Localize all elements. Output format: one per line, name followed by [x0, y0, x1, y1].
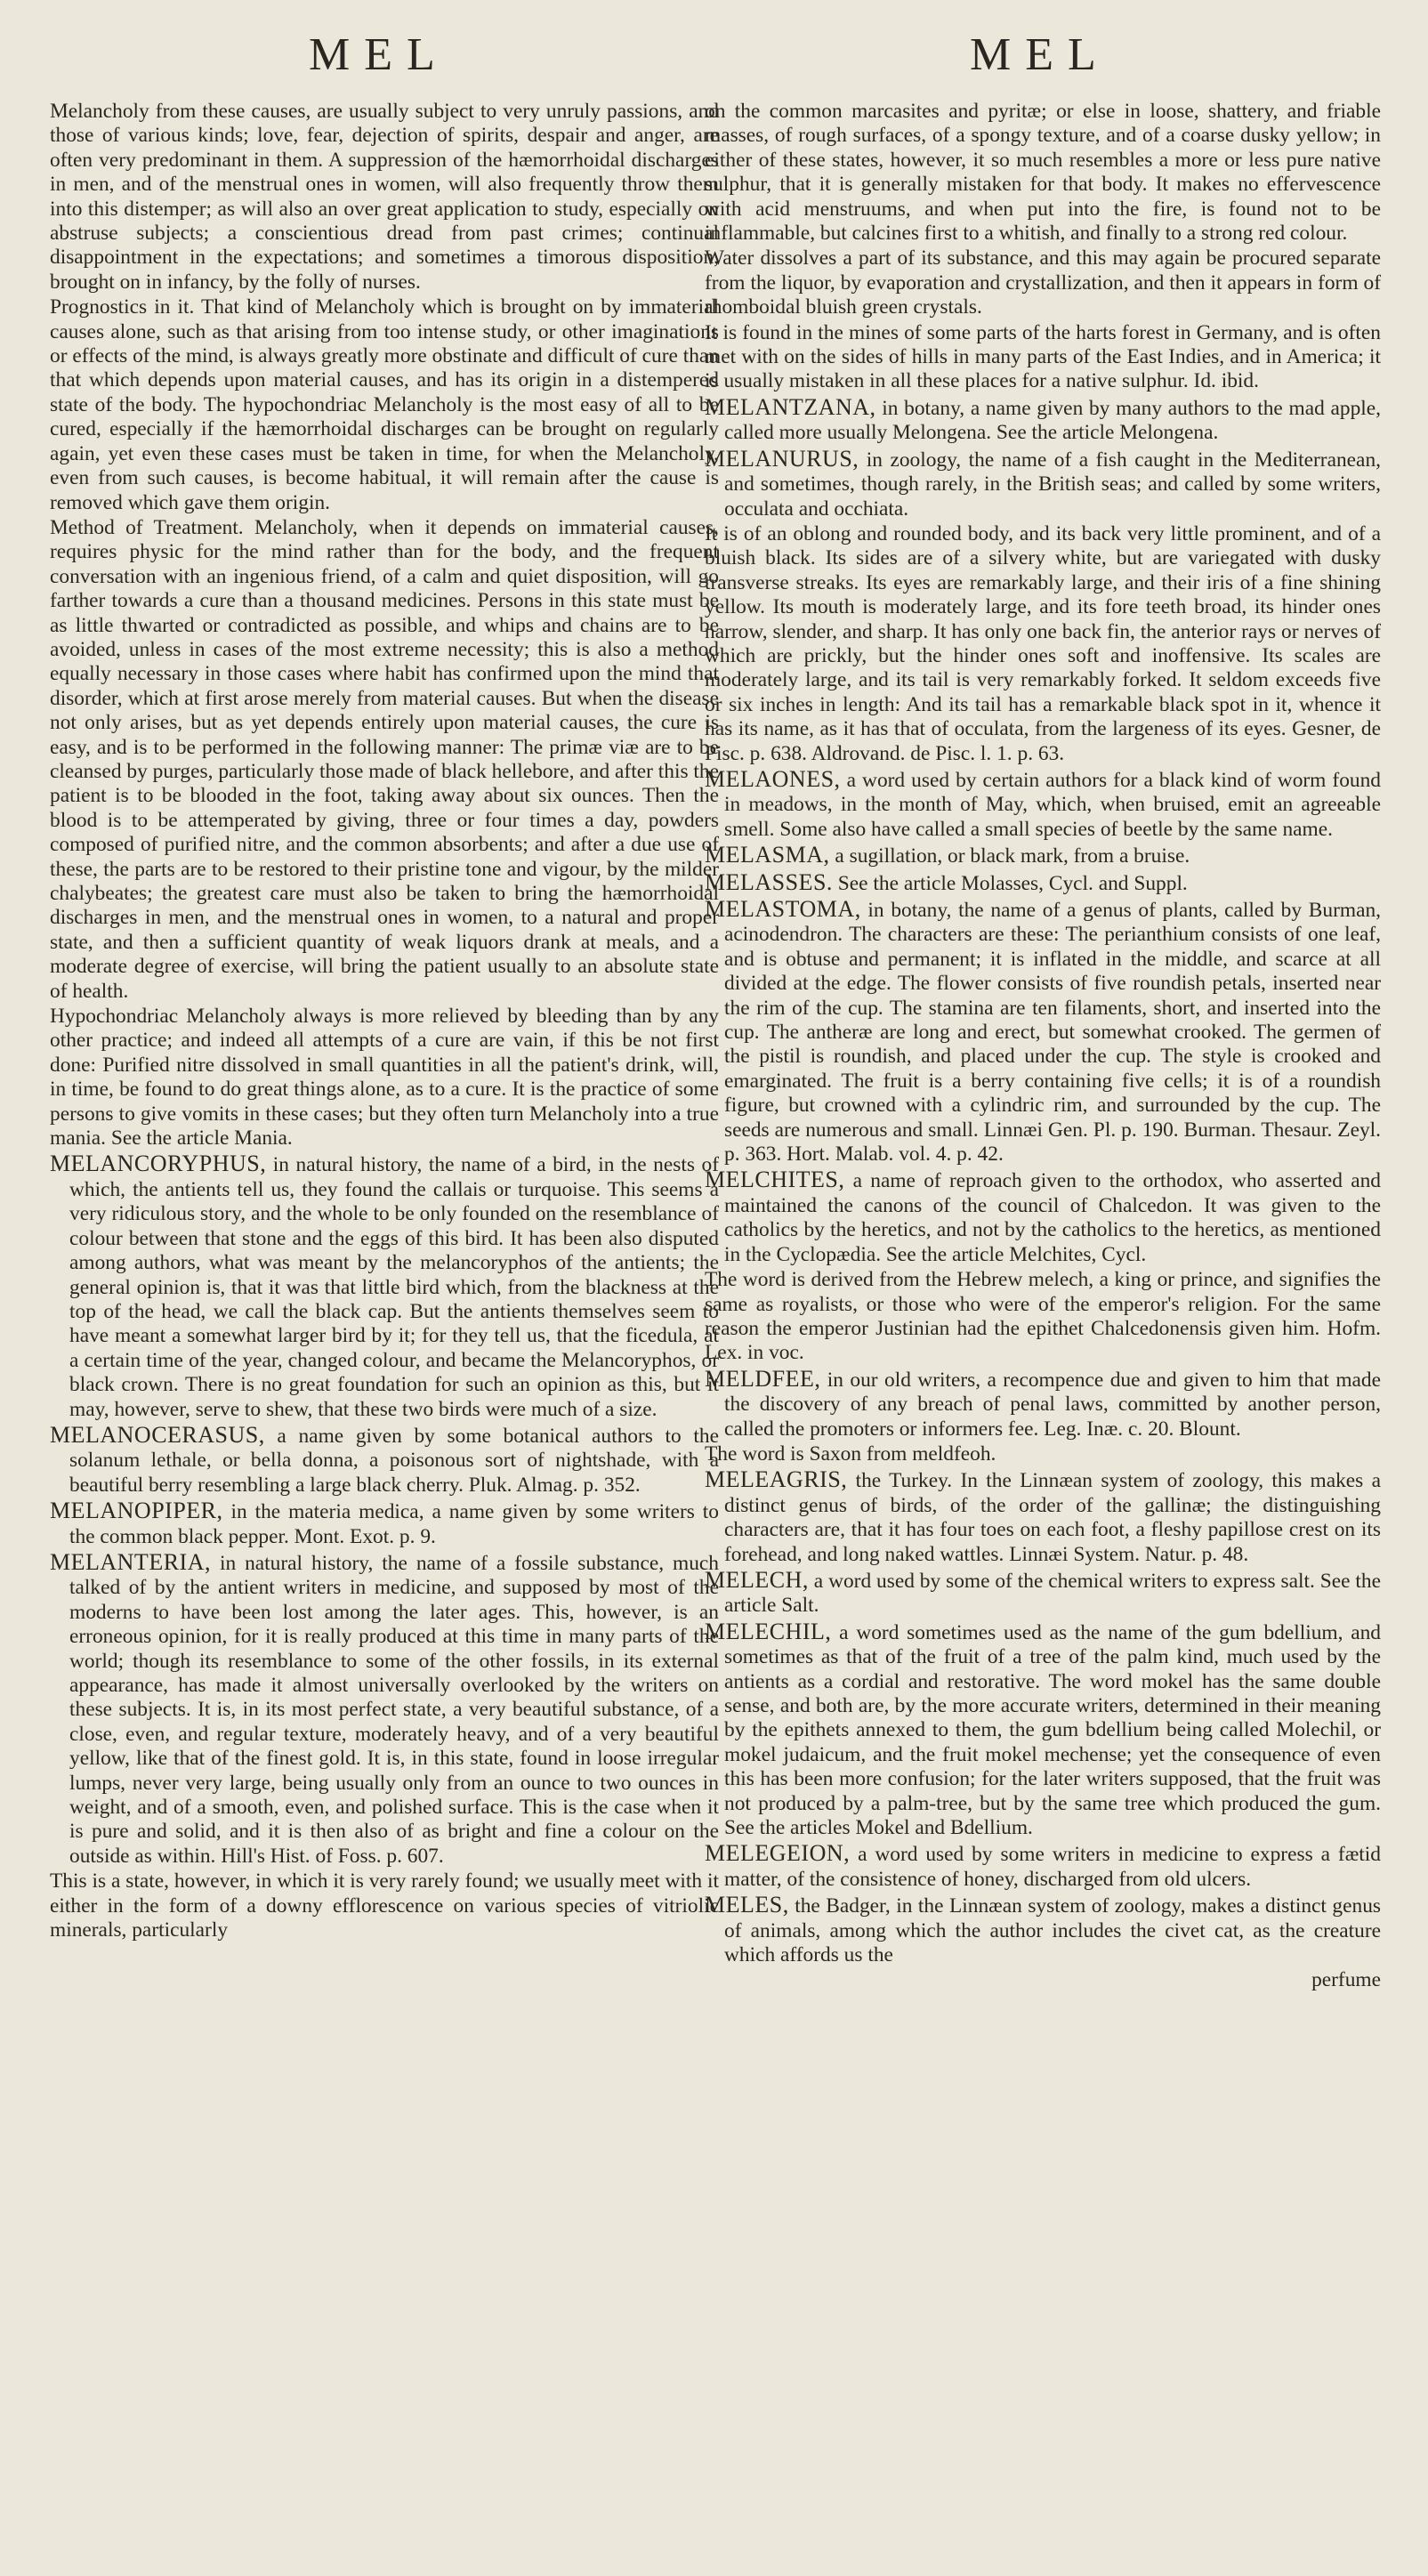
dictionary-entry	[705, 1167, 1381, 1267]
entry-text: in natural history, the name of a bird, in the nests of which, the antients tell us, they found the callais or turquoise. This seems a very ridiculous story, and the whole to be only founded on the resemblance of colour between that stone and the eggs of this bird. It has been also disputed among authors, what was meant by the melancoryphos of the antients; the general opinion is, that it was that little bird which, from the blackness at the top of the head, we call the black cap. But the antients themselves seem to have meant a somewhat larger bird by it; for they tell us, that the ficedula, at a certain time of the year, changed colour, and became the Melancoryphos, or black crown. There is no great foundation for such an opinion as this, but it may, however, serve to shew, that these two birds were much of a size.	[69, 1153, 719, 1421]
entry-text: a word sometimes used as the name of the gum bdellium, and sometimes as that of the fruit of a tree of the palm kind, much used by the antients as a cordial and restorative. The word mokel has the same double sense, and both are, by the more accurate writers, determined in their meaning by the epithets annexed to them, the gum bdellium being called Molechil, or mokel judaicum, and the fruit mokel mechense; yet the consequence of even this has been more confusion; for the later writers supposed, that the fruit was not produced by a palm-tree, but by the same tree which produced the gum. See the articles Mokel and Bdellium.	[724, 1620, 1381, 1840]
entry-headword: MELES,	[705, 1892, 789, 1918]
entry-headword: MELANOPIPER,	[50, 1498, 223, 1524]
dictionary-entry	[705, 1568, 1381, 1619]
paragraph: It is found in the mines of some parts of the harts forest in Germany, and is often met with on the sides of hills in many parts of the East Indies, and in America; it is usually mistaken in all these places for a native sulphur. Id. ibid.	[705, 320, 1381, 393]
paragraph: Hypochondriac Melancholy always is more relieved by bleeding than by any other practice; and indeed all attempts of a cure are vain, if this be not first done: Purified nitre dissolved in small quantities in all the patient's drink, will, in time, be found to do great things alone, as to a cure. It is the practice of some persons to give vomits in these cases; but they often turn Melancholy into a true mania. See the article Mania.	[50, 1005, 719, 1151]
dictionary-entry	[705, 395, 1381, 446]
entry-headword: MELASSES.	[705, 868, 833, 895]
entry-text: in botany, a name given by many authors to the mad apple, called more usually Melongena. See the article Melongena.	[724, 396, 1381, 445]
dictionary-entry	[705, 843, 1381, 868]
entry-headword: MELANOCERASUS,	[50, 1421, 265, 1448]
dictionary-entry	[705, 1619, 1381, 1841]
entry-text: in natural history, the name of a fossile substance, much talked of by the antient writers in medicine, and supposed by most of the moderns to have been lost among the later ages. This, however, is an erroneous opinion, for it is really produced at this time in many parts of the world; though its resemblance to some of the other fossils, in its external appearance, has made it almost universally overlooked by the writers on these subjects. It is, in its most perfect state, a very beautiful substance, of a close, even, and regular texture, moderately heavy, and of a very beautiful yellow, like that of the finest gold. It is, in this state, found in loose irregular lumps, never very large, being usually only from an ounce to two ounces in weight, and of a smooth, even, and polished surface. This is the case when it is pure and solid, and it is then also of as bright and fine a colour on the outside as within. Hill's Hist. of Foss. p. 607.	[69, 1551, 719, 1868]
entry-text: a sugillation, or black mark, from a bruise.	[829, 844, 1190, 868]
entry-text: a name of reproach given to the orthodox, who asserted and maintained the canons of the council of Chalcedon. It was given to the catholics by the heretics, and not by the catholics to the heretics, as mentioned in the Cyclopædia. See the article Melchites, Cycl.	[724, 1169, 1381, 1266]
entry-headword: MELASMA,	[705, 842, 830, 868]
left-column	[50, 100, 719, 1943]
paragraph: This is a state, however, in which it is very rarely found; we usually meet with it either in the form of a downy efflorescence on various species of vitriolic minerals, particularly	[50, 1869, 719, 1942]
dictionary-entry	[705, 447, 1381, 521]
entry-text: the Turkey. In the Linnæan system of zoology, this makes a distinct genus of birds, of the order of the gallinæ; the distinguishing characters are, that it has four toes on each foot, a fleshy papillose crest on its forehead, and long naked wattles. Linnæi System. Natur. p. 48.	[724, 1469, 1381, 1566]
dictionary-entry	[50, 1151, 719, 1421]
paragraph: Melancholy from these causes, are usually subject to very unruly passions, and those of various kinds; love, fear, dejection of spirits, despair and anger, are often very predominant in them. A suppression of the hæmorrhoidal discharges in men, and of the menstrual ones in women, will also frequently throw them into this distemper; as will also an over great application to study, especially on abstruse subjects; a conscientious dread from past crimes; continual disappointment in the expectations; and sometimes a timorous disposition, brought on in infancy, by the folly of nurses.	[50, 100, 719, 294]
entry-headword: MELCHITES,	[705, 1167, 845, 1193]
entry-headword: MELANTZANA,	[705, 393, 876, 420]
entry-text: in botany, the name of a genus of plants, called by Burman, acinodendron. The characters are these: The perianthium consists of one leaf, and is obtuse and permanent; it is inflated in the middle, and scarce at all divided at the edge. The flower consists of five roundish petals, inserted near the rim of the cup. The stamina are ten filaments, short, and inserted into the cup. The antheræ are long and erect, but somewhat crooked. The germen of the pistil is roundish, and placed under the cup. The style is crooked and emarginated. The fruit is a berry containing five cells; it is of a roundish figure, but crowned with a cylindric rim, and surrounded by the cup. The seeds are numerous and small. Linnæi Gen. Pl. p. 190. Burman. Thesaur. Zeyl. p. 363. Hort. Malab. vol. 4. p. 42.	[724, 899, 1381, 1167]
dictionary-entry	[705, 1467, 1381, 1567]
entry-headword: MELEGEION,	[705, 1840, 851, 1867]
catchword: perfume	[1311, 1968, 1381, 1992]
entry-text: a word used by some writers in medicine to express a fætid matter, of the consistence of honey, discharged from old ulcers.	[724, 1843, 1381, 1891]
entry-headword: MELAONES,	[705, 765, 841, 792]
dictionary-entry	[705, 1841, 1381, 1892]
dictionary-entry	[50, 1423, 719, 1498]
entry-headword: MELDFEE,	[705, 1365, 821, 1392]
entry-text: in zoology, the name of a fish caught in the Mediterranean, and sometimes, though rarely, in the British seas; and called by some writers, occulata and occhiata.	[724, 448, 1381, 521]
entry-text: the Badger, in the Linnæan system of zoology, makes a distinct genus of animals, among which the author includes the civet cat, as the creature which affords us the	[724, 1894, 1381, 1967]
entry-headword: MELANCORYPHUS,	[50, 1151, 267, 1177]
entry-text: a name given by some botanical authors to the solanum lethale, or bella donna, a poisonous sort of nightshade, with a beautiful berry resembling a large black cherry. Pluk. Almag. p. 352.	[69, 1424, 719, 1497]
dictionary-entry	[705, 1893, 1381, 1967]
paragraph: Method of Treatment. Melancholy, when it depends on immaterial causes, requires physic for the mind rather than for the body, and the frequent conversation with an ingenious friend, of a calm and quiet disposition, will go farther towards a cure than a thousand medicines. Persons in this state must be as little thwarted or contradicted as possible, and whips and chains are to be avoided, unless in cases of the most extreme necessity; this is also a method equally necessary in those cases where habit has confirmed upon the mind that disorder, which at first arose merely from material causes. But when the disease not only arises, but as yet depends entirely upon material causes, the cure is easy, and is to be performed in the following manner: The primæ viæ are to be cleansed by purges, particularly those made of black hellebore, and after this the patient is to be blooded in the foot, taking away about six ounces. Then the blood is to be attemperated by giving, three or four times a day, powders composed of purified nitre, and the common absorbents; and after a due use of these, the parts are to be restored to their pristine tone and vigour, by the milder chalybeates; the greatest care must also be taken to bring the hæmorrhoidal discharges in men, and the menstrual ones in women, to a natural and proper state, and then a sufficient quantity of weak liquors drank at meals, and a moderate degree of exercise, will bring the patient usually to an absolute state of health.	[50, 515, 719, 1003]
entry-headword: MELEAGRIS,	[705, 1466, 848, 1493]
paragraph: The word is Saxon from meldfeoh.	[705, 1441, 996, 1466]
dictionary-entry	[50, 1550, 719, 1869]
running-head-left: MEL	[309, 29, 449, 80]
dictionary-entry	[50, 1498, 719, 1549]
dictionary-entry	[705, 767, 1381, 842]
entry-text: in the materia medica, a name given by some writers to the common black pepper. Mont. Exot. p. 9.	[69, 1500, 719, 1548]
dictionary-entry	[705, 1367, 1381, 1441]
running-head-right: MEL	[970, 29, 1110, 80]
paragraph: The word is derived from the Hebrew melech, a king or prince, and signifies the same as royalists, or those who were of the emperor's religion. For the same reason the emperor Justinian had the epithet Chalcedonensis given him. Hofm. Lex. in voc.	[705, 1268, 1381, 1365]
entry-headword: MELECH,	[705, 1566, 809, 1593]
dictionary-entry	[705, 897, 1381, 1167]
right-column	[705, 100, 1381, 1994]
entry-headword: MELASTOMA,	[705, 896, 861, 922]
entry-headword: MELANURUS,	[705, 445, 859, 472]
entry-headword: MELECHIL,	[705, 1618, 832, 1644]
entry-text: a word used by some of the chemical writers to express salt. See the article Salt.	[724, 1569, 1381, 1618]
entry-text: in our old writers, a recompence due and given to him that made the discovery of any breach of penal laws, committed by another person, called the promoters or informers fee. Leg. Inæ. c. 20. Blount.	[724, 1368, 1381, 1441]
paragraph: It is of an oblong and rounded body, and its back very little prominent, and of a bluish black. Its sides are of a silvery white, but are variegated with dusky transverse streaks. Its eyes are remarkably large, and their iris of a fine shining yellow. Its mouth is moderately large, and its fore teeth broad, its hinder ones narrow, slender, and sharp. It has only one back fin, the anterior rays or nerves of which are prickly, but the hinder ones soft and inoffensive. Its scales are moderately large, and its tail is very remarkably forked. It seldom exceeds five or six inches in length: And its tail has a remarkable black spot in it, whence it has its name, as it has that of occulata, from the largeness of its eyes. Gesner, de Pisc. p. 638. Aldrovand. de Pisc. l. 1. p. 63.	[705, 521, 1381, 765]
paragraph: Water dissolves a part of its substance, and this may again be procured separate from the liquor, by evaporation and crystallization, and then it appears in form of rhomboidal bluish green crystals.	[705, 246, 1381, 319]
entry-text: See the article Molasses, Cycl. and Suppl.	[832, 871, 1188, 895]
dictionary-entry	[705, 870, 1381, 896]
paragraph: Prognostics in it. That kind of Melancholy which is brought on by immaterial causes alone, such as that arising from too intense study, or other imaginations or effects of the mind, is always greatly more obstinate and difficult of cure than that which depends upon material causes, and has its origin in a distempered state of the body. The hypochondriac Melancholy is the most easy of all to be cured, especially if the hæmorrhoidal discharges can be brought on regularly again, yet even these cases must be taken in time, for when the Melancholy, even from such causes, is become habitual, it will remain after the cause is removed which gave them origin.	[50, 295, 719, 514]
entry-text: a word used by certain authors for a black kind of worm found in meadows, in the month of May, which, when bruised, emit an agreeable smell. Some also have called a small species of beetle by the same name.	[724, 768, 1381, 841]
entry-headword: MELANTERIA,	[50, 1548, 211, 1575]
paragraph: on the common marcasites and pyritæ; or else in loose, shattery, and friable masses, of rough surfaces, of a spongy texture, and of a coarse dusky yellow; in either of these states, however, it so much resembles a more or less pure native sulphur, that it is generally mistaken for that body. It makes no effervescence with acid menstruums, and when put into the fire, is found not to be inflammable, but calcines first to a whitish, and finally to a strong red colour.	[705, 100, 1381, 246]
